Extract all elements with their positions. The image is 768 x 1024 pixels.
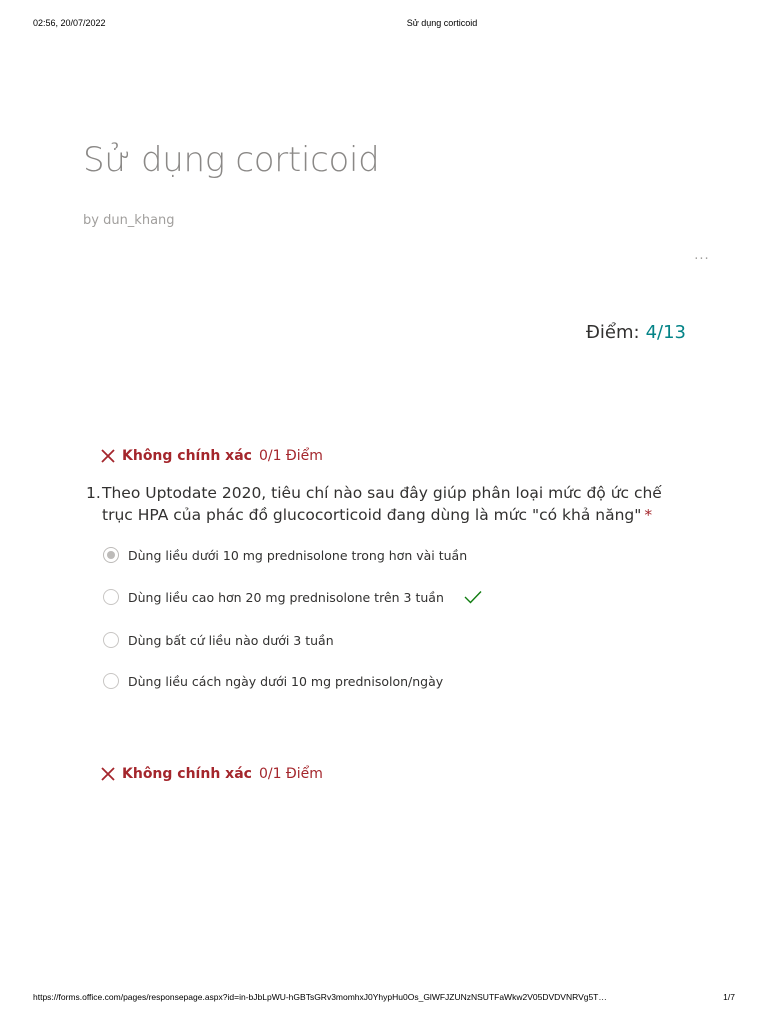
- question-text: Theo Uptodate 2020, tiêu chí nào sau đây giúp phân loại mức độ ức chế trục HPA của phác đồ glucocorticoid đang dùng là mức "có khả năng": [102, 484, 662, 524]
- result-label: Không chính xác: [122, 766, 252, 782]
- result-points: 0/1 Điểm: [258, 766, 323, 782]
- option-2[interactable]: [103, 587, 482, 607]
- print-header: [0, 18, 768, 32]
- score-value: 4/13: [645, 322, 686, 343]
- incorrect-x-icon: [100, 766, 116, 782]
- radio[interactable]: [103, 673, 119, 689]
- score-label: Điểm:: [585, 322, 640, 343]
- question-1: [86, 482, 696, 526]
- print-page-number: 1/7: [723, 992, 735, 1002]
- form-author: by dun_khang: [83, 213, 175, 228]
- option-1[interactable]: [103, 545, 467, 565]
- option-label: Dùng liều dưới 10 mg prednisolone trong hơn vài tuần: [128, 547, 468, 563]
- option-3[interactable]: [103, 630, 334, 650]
- incorrect-x-icon: [100, 448, 116, 464]
- option-4[interactable]: [103, 671, 443, 691]
- radio-selected[interactable]: [103, 547, 119, 563]
- radio[interactable]: [103, 589, 119, 605]
- print-footer: [0, 992, 768, 1006]
- more-options-button[interactable]: ···: [694, 252, 710, 267]
- result-label: Không chính xác: [122, 448, 252, 464]
- option-label: Dùng liều cao hơn 20 mg prednisolone trên 3 tuần: [128, 589, 444, 605]
- question-result-2: [100, 763, 323, 785]
- option-label: Dùng bất cứ liều nào dưới 3 tuần: [128, 632, 334, 648]
- result-points: 0/1 Điểm: [258, 448, 323, 464]
- option-label: Dùng liều cách ngày dưới 10 mg prednisolon/ngày: [128, 673, 444, 689]
- radio[interactable]: [103, 632, 119, 648]
- correct-check-icon: [464, 590, 482, 604]
- question-text-wrap: [102, 482, 696, 526]
- score-summary: [586, 322, 686, 343]
- print-url: https://forms.office.com/pages/responsepage.aspx?id=in-bJbLpWU-hGBTsGRv3momhxJ0YhypHu0Os_GlWFJZUNzNSUTFaWkw2V05DVDVNRVg5T…: [33, 992, 607, 1002]
- question-number: 1.: [86, 484, 101, 502]
- form-title: Sử dụng corticoid: [83, 140, 380, 180]
- print-title: Sử dụng corticoid: [406, 18, 478, 28]
- required-mark: *: [644, 506, 653, 524]
- question-result-1: [100, 445, 323, 467]
- print-timestamp: 02:56, 20/07/2022: [33, 18, 106, 28]
